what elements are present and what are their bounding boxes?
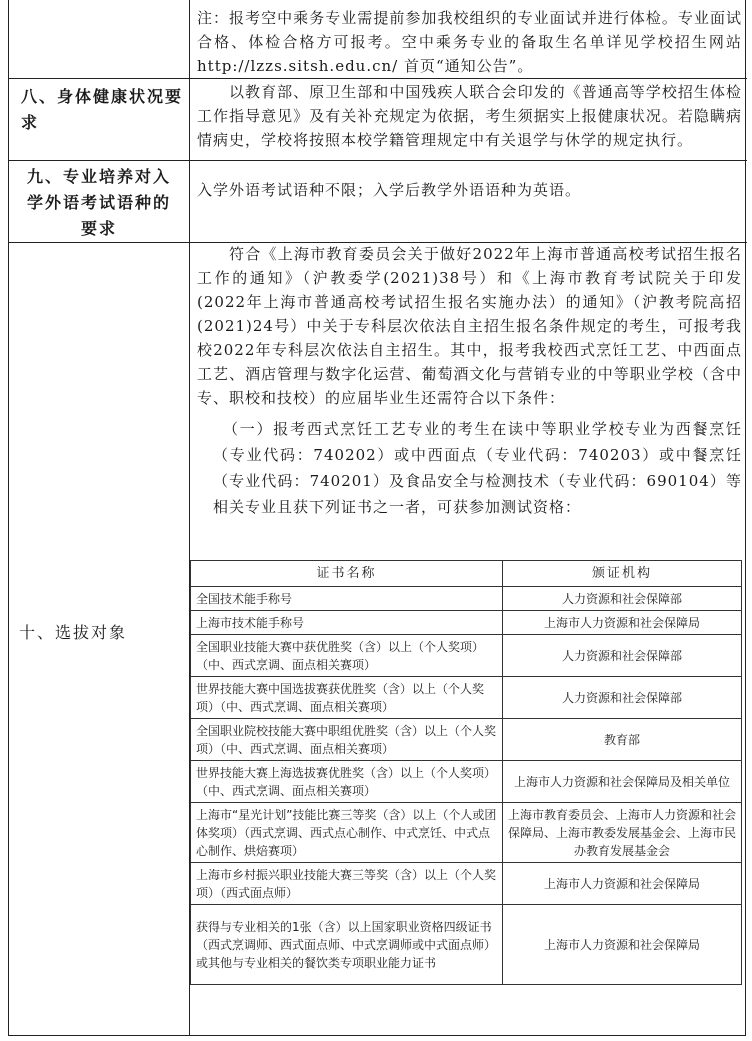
section-9-text: 入学外语考试语种不限；入学后教学外语语种为英语。	[197, 181, 582, 199]
cert-org: 人力资源和社会保障部	[503, 677, 742, 719]
cert-org: 人力资源和社会保障部	[503, 635, 742, 677]
section-8-cell	[197, 80, 742, 152]
cert-name: 上海市技术能手称号	[191, 611, 503, 635]
table-row	[191, 719, 742, 761]
cert-org: 教育部	[503, 719, 742, 761]
cert-org: 上海市人力资源和社会保障局	[503, 905, 742, 985]
cert-org: 上海市人力资源和社会保障局及相关单位	[503, 761, 742, 803]
table-row	[191, 635, 742, 677]
row-divider	[9, 78, 747, 79]
note-text: 注：报考空中乘务专业需提前参加我校组织的专业面试并进行体检。专业面试合格、体检合格方可报考。空中乘务专业的备取生名单详见学校招生网站 http://lzzs.sitsh.edu.cn/ 首页“通知公告”。	[197, 9, 742, 75]
table-row	[191, 803, 742, 863]
table-header-row	[191, 561, 742, 587]
header-issuing-org: 颁证机构	[503, 561, 742, 587]
cert-name: 上海市乡村振兴职业技能大赛三等奖（含）以上（个人奖项）（西式面点师）	[191, 863, 503, 905]
note-cell	[197, 6, 742, 78]
cert-org: 人力资源和社会保障部	[503, 587, 742, 611]
section-10-label: 十、选拔对象	[19, 623, 128, 642]
cert-org: 上海市人力资源和社会保障局	[503, 611, 742, 635]
cert-name: 世界技能大赛上海选拔赛优胜奖（含）以上（个人奖项）（中、西式烹调、面点相关赛项）	[191, 761, 503, 803]
certificate-table	[190, 560, 742, 985]
cert-org: 上海市教育委员会、上海市人力资源和社会保障局、上海市教委发展基金会、上海市民办教育发展基金会	[503, 803, 742, 863]
row-divider	[9, 160, 747, 161]
table-row	[191, 905, 742, 985]
table-row	[191, 611, 742, 635]
header-cert-name: 证书名称	[191, 561, 503, 587]
cert-name: 全国职业院校技能大赛中职组优胜奖（含）以上（个人奖项）（中、西式烹调、面点相关赛项）	[191, 719, 503, 761]
section-10-sub1: （一）报考西式烹饪工艺专业的考生在读中等职业学校专业为西餐烹饪（专业代码：740202）或中西面点（专业代码：740203）或中餐烹饪（专业代码：740201）及食品安全与检测技术（专业代码：690104）等相关专业且获下列证书之一者，可获参加测试资格：	[213, 420, 742, 516]
table-row	[191, 863, 742, 905]
section-9-cell	[197, 178, 742, 202]
section-8-label: 八、身体健康状况要求	[21, 87, 184, 132]
section-9-label: 九、专业培养对入学外语考试语种的要求	[26, 167, 171, 238]
cert-name: 上海市“星光计划”技能比赛三等奖（含）以上（个人或团体奖项）（西式烹调、西式点心制作、中式烹饪、中式点心制作、烘焙赛项）	[191, 803, 503, 863]
section-10-cell	[197, 242, 742, 520]
section-10-intro: 符合《上海市教育委员会关于做好2022年上海市普通高校考试招生报名工作的通知》（沪教委学(2021)38号）和《上海市教育考试院关于印发(2022年上海市普通高校考试招生报名实施办法）的通知》（沪教考院高招(2021)24号）中关于专科层次依法自主招生报名条件规定的考生，可报考我校2022年专科层次依法自主招生。其中，报考我校西式烹饪工艺、中西面点工艺、酒店管理与数字化运营、葡萄酒文化与营销专业的中等职业学校（含中专、职校和技校）的应届毕业生还需符合以下条件：	[197, 245, 742, 407]
table-row	[191, 587, 742, 611]
cert-name: 全国职业技能大赛中获优胜奖（含）以上（个人奖项）（中、西式烹调、面点相关赛项）	[191, 635, 503, 677]
cert-name: 获得与专业相关的1张（含）以上国家职业资格四级证书（西式烹调师、西式面点师、中式烹调师或中式面点师）或其他与专业相关的餐饮类专项职业能力证书	[191, 905, 503, 985]
cert-org: 上海市人力资源和社会保障局	[503, 863, 742, 905]
cert-name: 世界技能大赛中国选拔赛获优胜奖（含）以上（个人奖项）（中、西式烹调、面点相关赛项）	[191, 677, 503, 719]
table-row	[191, 761, 742, 803]
table-row	[191, 677, 742, 719]
cert-name: 全国技术能手称号	[191, 587, 503, 611]
section-8-text: 以教育部、原卫生部和中国残疾人联合会印发的《普通高等学校招生体检工作指导意见》及有关补充规定为依据，考生须据实上报健康状况。若隐瞒病情病史，学校将按照本校学籍管理规定中有关退学与休学的规定执行。	[197, 83, 742, 149]
